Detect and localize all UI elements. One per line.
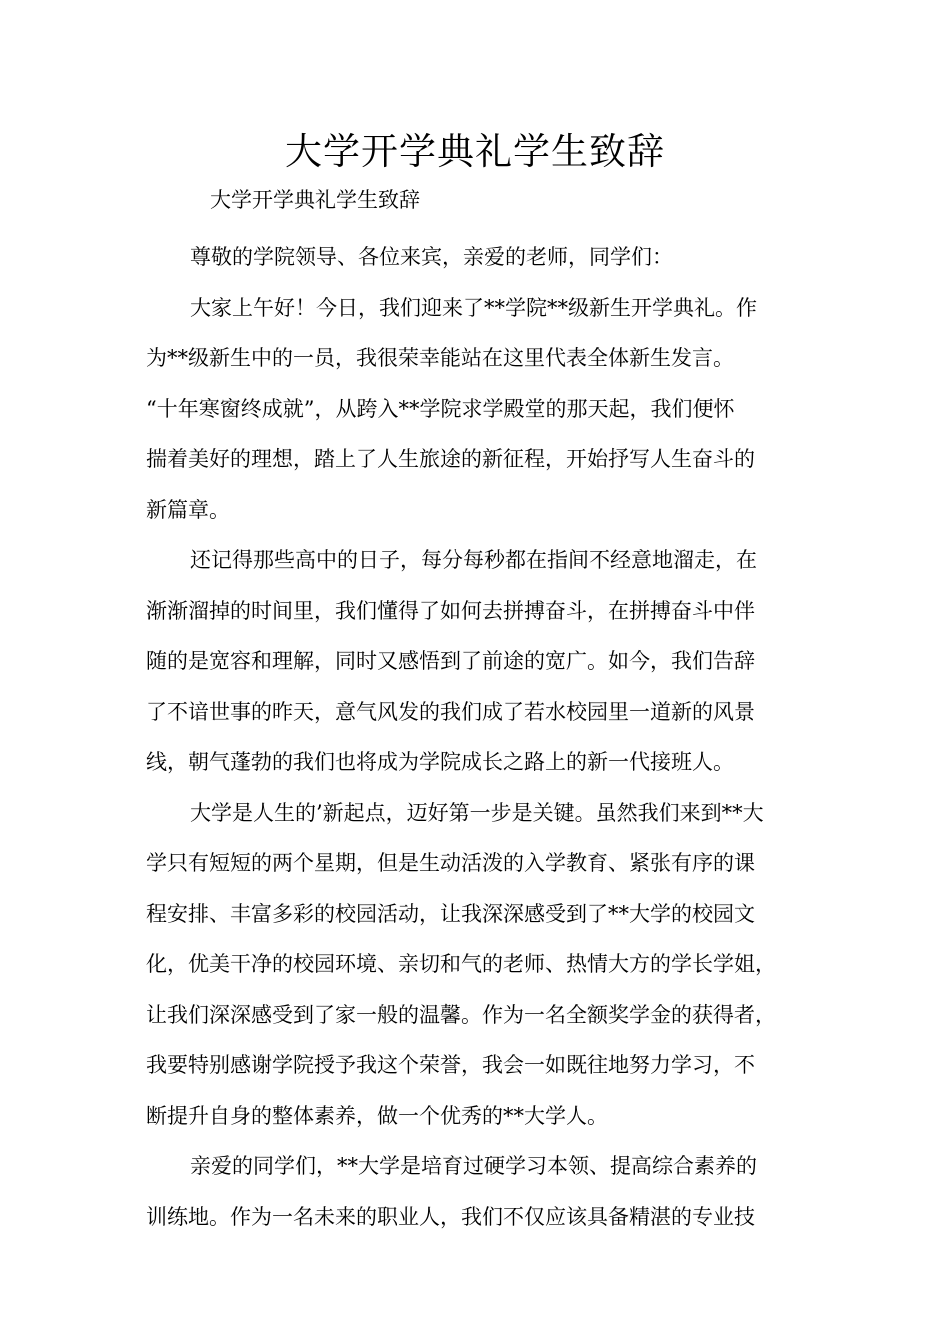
body-line: 训练地。作为一名未来的职业人，我们不仅应该具备精湛的专业技 xyxy=(146,1204,755,1229)
body-line: 还记得那些高中的日子，每分每秒都在指间不经意地溜走，在 xyxy=(190,548,757,572)
body-line: 亲爱的同学们，**大学是培育过硬学习本领、提高综合素养的 xyxy=(190,1154,757,1178)
body-line: 线，朝气蓬勃的我们也将成为学院成长之路上的新一代接班人。 xyxy=(146,750,734,774)
body-line: 断提升自身的整体素养，做一个优秀的**大学人。 xyxy=(146,1103,608,1128)
body-line: 让我们深深感受到了家一般的温馨。作为一名全额奖学金的获得者， xyxy=(146,1002,776,1027)
body-line: 渐渐溜掉的时间里，我们懂得了如何去拼搏奋斗，在拼搏奋斗中伴 xyxy=(146,598,755,623)
body-line: 大学是人生的’新起点，迈好第一步是关键。虽然我们来到**大 xyxy=(190,800,764,825)
body-line: 随的是宽容和理解，同时又感悟到了前途的宽广。如今，我们告辞 xyxy=(146,649,755,673)
body-line: 新篇章。 xyxy=(146,497,230,522)
body-line: “十年寒窗终成就”，从跨入**学院求学殿堂的那天起，我们便怀 xyxy=(146,396,735,421)
body-line: 化，优美干净的校园环境、亲切和气的老师、热情大方的学长学姐， xyxy=(146,952,776,976)
body-line: 大家上午好！今日，我们迎来了**学院**级新生开学典礼。作 xyxy=(190,295,757,320)
page-title: 大学开学典礼学生致辞 xyxy=(285,130,665,173)
document-subtitle: 大学开学典礼学生致辞 xyxy=(210,188,420,212)
body-line: 学只有短短的两个星期，但是生动活泼的入学教育、紧张有序的课 xyxy=(146,851,755,875)
body-line: 我要特别感谢学院授予我这个荣誉，我会一如既往地努力学习，不 xyxy=(146,1053,755,1077)
body-line: 了不谙世事的昨天，意气风发的我们成了若水校园里一道新的风景 xyxy=(146,699,755,724)
body-line: 尊敬的学院领导、各位来宾，亲爱的老师，同学们： xyxy=(190,245,673,269)
document-body xyxy=(146,232,810,1242)
body-line: 程安排、丰富多彩的校园活动，让我深深感受到了**大学的校园文 xyxy=(146,901,755,926)
body-line: 为**级新生中的一员，我很荣幸能站在这里代表全体新生发言。 xyxy=(146,346,734,370)
body-line: 揣着美好的理想，踏上了人生旅途的新征程，开始抒写人生奋斗的 xyxy=(146,447,755,471)
